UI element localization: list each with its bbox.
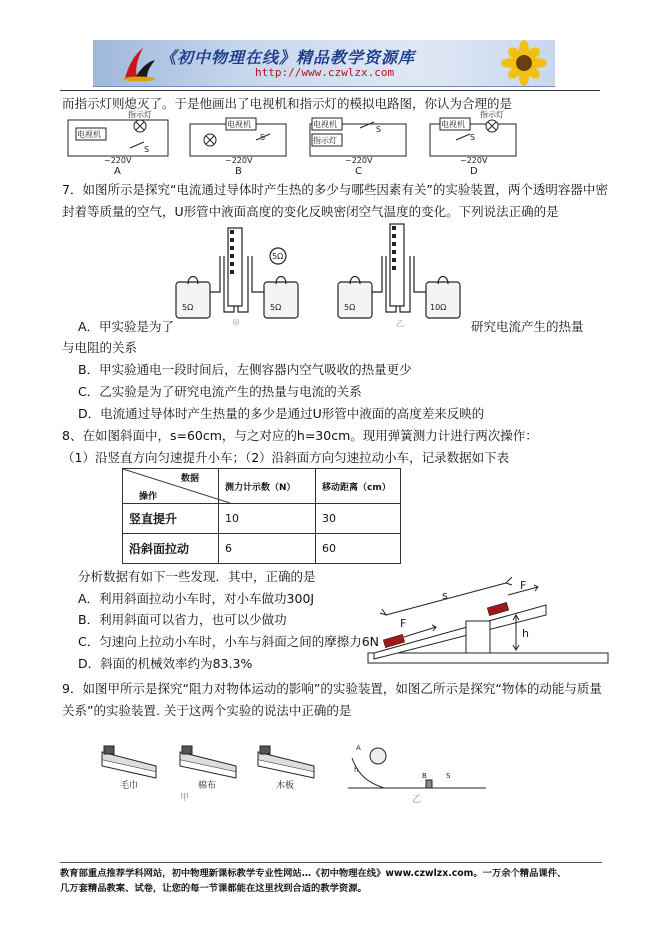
sunflower-icon bbox=[493, 40, 555, 86]
table-header-distance: 移动距离（cm） bbox=[316, 469, 401, 504]
table-row bbox=[123, 504, 401, 534]
circuit-d-switch-label: S bbox=[470, 133, 476, 142]
footer-line2: 几万套精品教案、试卷，让您的每一节课都能在这里找到合适的教学资源。 bbox=[60, 883, 367, 894]
q6-stem: 而指示灯则熄灭了。于是他画出了电视机和指示灯的模拟电路图，你认为合理的是 bbox=[62, 96, 513, 111]
circuit-d-voltage: ~220V bbox=[460, 156, 488, 165]
header-divider bbox=[60, 90, 600, 91]
site-title: 《初中物理在线》精品教学资源库 bbox=[160, 48, 416, 67]
q9-figure bbox=[96, 738, 496, 804]
q7-stem-line1: 7．如图所示是探究“电流通过导体时产生热的多少与哪些因素有关”的实验装置，两个透明容器中密 bbox=[62, 182, 608, 197]
q8-option-c: C．匀速向上拉动小车时，小车与斜面之间的摩擦力6N bbox=[78, 634, 380, 649]
q8-fig-f1-label: F bbox=[400, 617, 407, 630]
table-corner-cell bbox=[123, 469, 219, 504]
circuit-b-tv-label: 电视机 bbox=[227, 120, 251, 129]
option-d-label: D bbox=[470, 166, 478, 176]
circuit-a-voltage: ~220V bbox=[104, 156, 132, 165]
q7-fig-jia-label: 甲 bbox=[232, 319, 240, 328]
q6-circuit-diagrams bbox=[60, 110, 530, 176]
q9-block-b-label: B bbox=[422, 772, 427, 780]
option-a-label: A bbox=[114, 166, 121, 176]
q9-stem-line2: 关系”的实验装置. 关于这两个实验的说法中正确的是 bbox=[62, 703, 352, 718]
surface-wood-label: 木板 bbox=[276, 781, 295, 791]
q9-fig-jia-label: 甲 bbox=[180, 793, 190, 803]
q8-option-b: B．利用斜面可以省力，也可以少做功 bbox=[78, 612, 287, 627]
table-row-op: 竖直提升 bbox=[123, 504, 219, 534]
q7-jia-right-resistor: 5Ω bbox=[270, 303, 282, 312]
q8-fig-f2-label: F bbox=[520, 579, 527, 592]
q7-option-a-part2: 研究电流产生的热量 bbox=[471, 319, 584, 334]
circuit-a-lamp-label: 指示灯 bbox=[128, 110, 152, 119]
circuit-d-tv-label: 电视机 bbox=[441, 120, 465, 129]
table-row-op: 沿斜面拉动 bbox=[123, 534, 219, 564]
circuit-a-switch-label: S bbox=[144, 145, 150, 154]
q8-option-d: D．斜面的机械效率约为83.3% bbox=[78, 656, 253, 671]
q7-jia-parallel-resistor: 5Ω bbox=[272, 252, 284, 261]
table-row bbox=[123, 534, 401, 564]
option-c-label: C bbox=[355, 166, 362, 176]
table-corner-bottom: 操作 bbox=[139, 492, 158, 502]
q7-fig-yi-label: 乙 bbox=[396, 319, 404, 328]
surface-cotton-label: 棉布 bbox=[198, 781, 217, 791]
q8-stem-line2: （1）沿竖直方向匀速提升小车；（2）沿斜面方向匀速拉动小车，记录数据如下表 bbox=[62, 450, 510, 465]
q7-figure bbox=[168, 222, 473, 330]
circuit-a-tv-label: 电视机 bbox=[77, 130, 101, 139]
q7-option-c: C．乙实验是为了研究电流产生的热量与电流的关系 bbox=[78, 384, 362, 399]
q7-option-b: B．甲实验通电一段时间后，左侧容器内空气吸收的热量更少 bbox=[78, 362, 412, 377]
q7-jia-left-resistor: 5Ω bbox=[182, 303, 194, 312]
q9-fig-yi-label: 乙 bbox=[412, 795, 422, 804]
q8-fig-h-label: h bbox=[522, 627, 529, 640]
q7-option-d: D．电流通过导体时产生热量的多少是通过U形管中液面的高度差来反映的 bbox=[78, 406, 485, 421]
q9-stem-line1: 9．如图甲所示是探究“阻力对物体运动的影响”的实验装置，如图乙所示是探究“物体的动能与质量 bbox=[62, 681, 602, 696]
table-row-distance: 60 bbox=[316, 534, 401, 564]
q7-yi-right-resistor: 10Ω bbox=[430, 303, 447, 312]
circuit-b-switch-label: S bbox=[260, 133, 266, 142]
surface-towel-label: 毛巾 bbox=[120, 781, 139, 791]
q9-point-a-label: A bbox=[356, 744, 361, 752]
circuit-d-lamp-label: 指示灯 bbox=[480, 110, 504, 119]
q7-yi-left-resistor: 5Ω bbox=[344, 303, 356, 312]
footer-divider bbox=[60, 862, 602, 863]
site-url[interactable]: http://www.czwlzx.com bbox=[255, 66, 395, 79]
circuit-b-voltage: ~220V bbox=[225, 156, 253, 165]
q7-stem-line2: 封着等质量的空气，U形管中液面高度的变化反映密闭空气温度的变化。下列说法正确的是 bbox=[62, 204, 559, 219]
q9-height-label: h bbox=[354, 766, 359, 774]
q8-data-table-wrap bbox=[122, 468, 401, 564]
q8-stem-line1: 8、在如图斜面中，s=60cm，与之对应的h=30cm。现用弹簧测力计进行两次操作： bbox=[62, 428, 538, 443]
table-row-force: 10 bbox=[219, 504, 316, 534]
table-corner-top: 数据 bbox=[181, 474, 200, 484]
circuit-c-tv-label: 电视机 bbox=[313, 120, 337, 129]
table-row-distance: 30 bbox=[316, 504, 401, 534]
circuit-c-lamp-label: 指示灯 bbox=[313, 136, 337, 145]
q7-option-a-part1: A．甲实验是为了 bbox=[78, 319, 175, 334]
site-logo-icon bbox=[121, 44, 157, 82]
q7-option-a-part3: 与电阻的关系 bbox=[62, 340, 138, 355]
q8-data-table bbox=[122, 468, 401, 564]
q8-fig-s-label: s bbox=[442, 589, 448, 602]
table-header-force: 测力计示数（N） bbox=[219, 469, 316, 504]
footer bbox=[60, 866, 620, 896]
q8-incline-figure bbox=[366, 575, 612, 667]
q8-option-a: A．利用斜面拉动小车时，对小车做功300J bbox=[78, 591, 315, 606]
circuit-c-switch-label: S bbox=[376, 125, 382, 134]
option-b-label: B bbox=[235, 166, 242, 176]
circuit-c-voltage: ~220V bbox=[345, 156, 373, 165]
q9-distance-label: S bbox=[446, 772, 451, 780]
table-row-force: 6 bbox=[219, 534, 316, 564]
q8-analysis: 分析数据有如下一些发现．其中，正确的是 bbox=[78, 569, 316, 584]
footer-line1: 教育部重点推荐学科网站，初中物理新课标教学专业性网站…《初中物理在线》www.czwlzx.com。一万余个精品课件、 bbox=[60, 868, 567, 879]
